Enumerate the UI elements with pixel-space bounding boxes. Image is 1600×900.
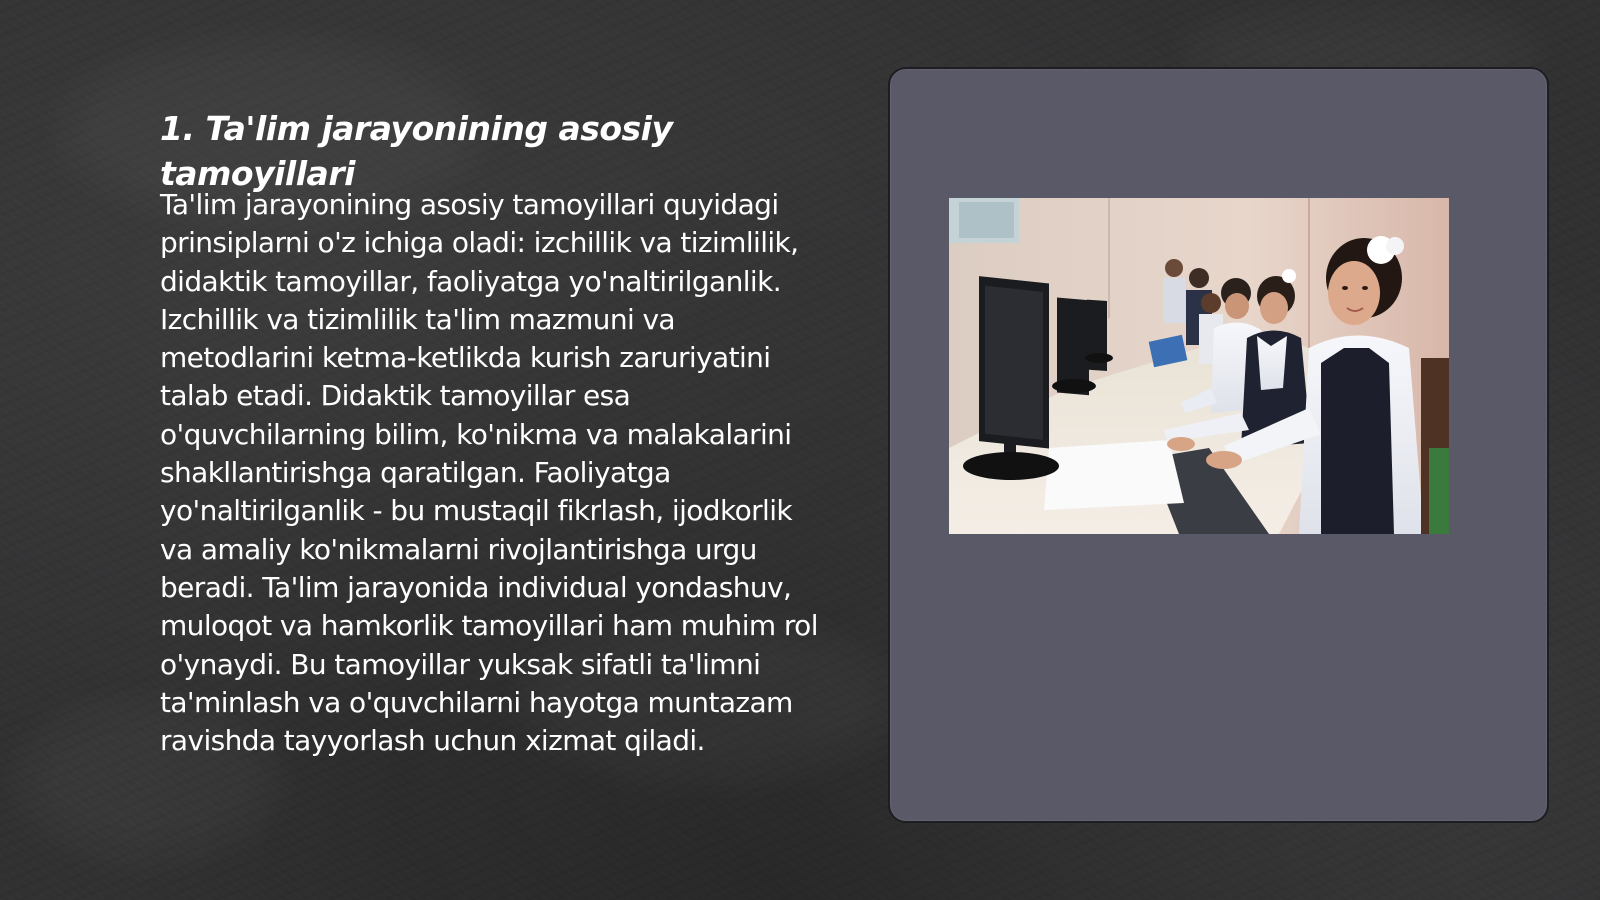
slide-body-text: Ta'lim jarayonining asosiy tamoyillari quyidagi prinsiplarni o'z ichiga oladi: izchillik va tizimlilik, didaktik tamoyillar, faoliyatga yo'naltirilganlik. Izchillik va tizimlilik ta'lim mazmuni va metodlarini ketma-ketlikda kurish zaruriyatini talab etadi. Didaktik tamoyillar esa o'quvchilarning bilim, ko'nikma va malakalarini shakllantirishga qaratilgan. Faoliyatga yo'naltirilganlik - bu mustaqil fikrlash, ijodkorlik va amaliy ko'nikmalarni rivojlantirishga urgu beradi. Ta'lim jarayonida individual yondashuv, muloqot va hamkorlik tamoyillari ham muhim rol o'ynaydi. Bu tamoyillar yuksak sifatli ta'limni ta'minlash va o'quvchilarni hayotga muntazam ravishda tayyorlash uchun xizmat qiladi. (160, 188, 818, 758)
students-at-computers-photo (949, 198, 1449, 534)
slide-title: 1. Ta'lim jarayonining asosiy tamoyillari (160, 109, 673, 193)
